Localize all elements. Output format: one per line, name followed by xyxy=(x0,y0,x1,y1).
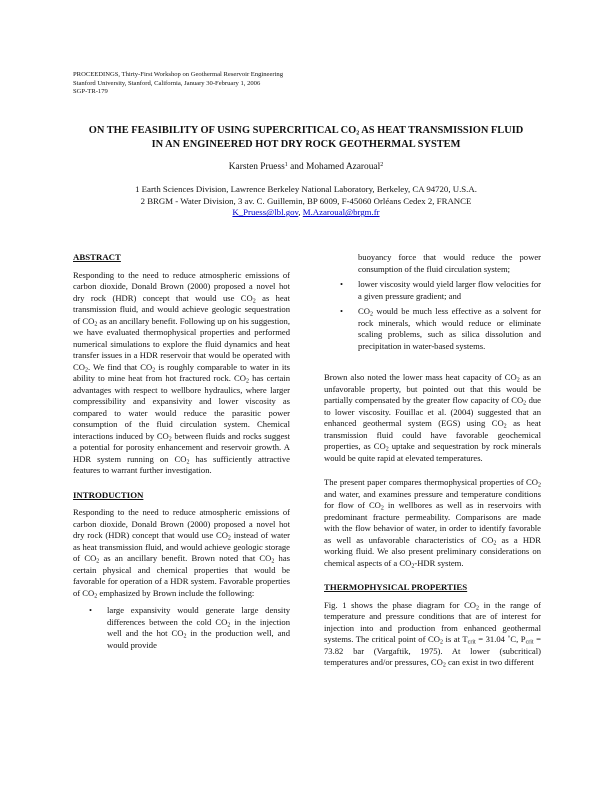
email-link-2[interactable]: M.Azaroual@brgm.fr xyxy=(302,207,380,218)
author-2-affil: 2 xyxy=(380,162,384,168)
author-1: Karsten Pruess xyxy=(228,162,285,172)
affiliation-1: 1 Earth Sciences Division, Lawrence Berkeley National Laboratory, Berkeley, CA 94720, U.S.A. xyxy=(135,184,477,194)
proceedings-header xyxy=(73,71,283,97)
thermophysical-heading: THERMOPHYSICAL PROPERTIES xyxy=(324,582,468,592)
header-line-1: PROCEEDINGS, Thirty-First Workshop on Geothermal Reservoir Engineering xyxy=(73,71,284,78)
title-line-2: IN AN ENGINEERED HOT DRY ROCK GEOTHERMAL SYSTEM xyxy=(151,139,461,150)
introduction-paragraph-2: Brown also noted the lower mass heat capacity of $CO_2$ as an unfavorable property, but pointed out that this would be partially compensated by the greater flow capacity of $CO_2$ due to lower viscosity. Fouillac et al. (2004) suggested that an enhanced geothermal system (EGS) using $CO_2$ as heat transmission fluid could have favorable geochemical properties, as $CO_2$ uptake and sequestration by rock minerals would be quite rapid at elevated temperatures. xyxy=(324,372,542,463)
introduction-paragraph-1: Responding to the need to reduce atmospheric emissions of carbon dioxide, Donald Brown (2000) proposed a novel hot dry rock (HDR) concept that would use $CO_2$ instead of water as heat transmission fluid, and would achieve geologic storage of $CO_2$ as an ancillary benefit. Brown noted that $CO_2$ has certain physical and chemical properties that would be favorable for operation of a HDR system. Favorable properties of $CO_2$ emphasized by Brown include the following: xyxy=(73,507,291,599)
introduction-paragraph-3: The present paper compares thermophysical properties of $CO_2$ and water, and examines pressure and temperature conditions for flow of $CO_2$ in wellbores as well as in reservoirs with predominant fracture permeability. Comparisons are made with the flow behavior of water, in order to identify favorable as well as unfavorable characteristics of $CO_2$ as a HDR working fluid. We also present preliminary considerations on chemical aspects of a $CO_2$-HDR system. xyxy=(324,477,541,569)
favorable-properties-list-cont xyxy=(324,279,541,352)
abstract-heading: ABSTRACT xyxy=(73,252,121,262)
thermophysical-paragraph: Fig. 1 shows the phase diagram for $CO_2$ in the range of temperature and pressure conditions that are of interest for injection into and production from enhanced geothermal systems. The critical point of $CO_2$ is at $T_{crit} = 31.04$ ˚C, $P_{crit} = 73.82$ bar (Vargaftik, 1975). At lower (subcritical) temperatures and/or pressures, $CO_2$ can exist in two different xyxy=(324,599,541,669)
list-item-continuation: buoyancy force that would reduce the power consumption of the fluid circulation system; xyxy=(358,252,541,274)
abstract-paragraph: Responding to the need to reduce atmospheric emissions of carbon dioxide, Donald Brown (2000) proposed a novel hot dry rock (HDR) concept that would use $CO_2$ as heat transmission fluid, and would achieve geologic sequestration of $CO_2$ as an ancillary benefit. Following up on his suggestion, we have evaluated thermophysical properties and performed numerical simulations to explore the fluid dynamics and heat transfer issues in a HDR reservoir that would be operated with $CO_2$. We find that $CO_2$ is roughly comparable to water in its ability to mine heat from hot fractured rock. $CO_2$ has certain advantages with respect to wellbore hydraulics, where larger compressibility and expansivity and lower viscosity as compared to water would reduce the parasitic power consumption of the fluid circulation system. Chemical interactions induced by $CO_2$ between fluids and rocks suggest a potential for porosity enhancement and reservoir growth. A HDR system running on $CO_2$ has sufficiently attractive features to warrant further investigation. xyxy=(73,269,290,475)
author-1-affil: 1 xyxy=(284,162,288,168)
author-2: Mohamed Azaroual xyxy=(306,162,381,172)
email-line xyxy=(60,207,552,219)
header-line-2: Stanford University, Stanford, California, January 30-February 1, 2006 xyxy=(73,79,261,87)
favorable-properties-list xyxy=(73,605,290,651)
bullet-icon: • xyxy=(89,605,93,615)
title-line-1b: AS HEAT TRANSMISSION FLUID xyxy=(361,125,524,136)
header-line-3: SGP-TR-179 xyxy=(73,88,108,96)
author-list xyxy=(60,162,552,172)
list-item: • $CO_2$ would be much less effective as a solvent for rock minerals, which would reduce or eliminate scaling problems, such as silica dissolution and precipitation in water-based systems. xyxy=(340,306,541,351)
title-line-1a: ON THE FEASIBILITY OF USING SUPERCRITICAL CO xyxy=(88,125,357,136)
list-item: • lower viscosity would yield larger flow velocities for a given pressure gradient; and xyxy=(340,279,541,301)
affiliations xyxy=(60,184,552,219)
right-column xyxy=(324,252,541,682)
paper-title xyxy=(60,124,552,152)
bullet-icon: • xyxy=(340,279,344,289)
introduction-heading: INTRODUCTION xyxy=(73,489,144,500)
email-link-1[interactable]: K_Pruess@lbl.gov xyxy=(232,207,299,218)
affiliation-2: 2 BRGM - Water Division, 3 av. C. Guillemin, BP 6009, F-45060 Orléans Cedex 2, FRANCE xyxy=(140,195,472,206)
list-item: • large expansivity would generate large density differences between the cold $CO_2$ in the injection well and the hot $CO_2$ in the production well, and would provide xyxy=(89,605,290,650)
title-sub-2: 2 xyxy=(356,130,360,137)
left-column xyxy=(73,252,290,664)
author-and: and xyxy=(287,162,306,172)
email-separator: , xyxy=(298,207,303,218)
bullet-icon: • xyxy=(340,306,344,316)
